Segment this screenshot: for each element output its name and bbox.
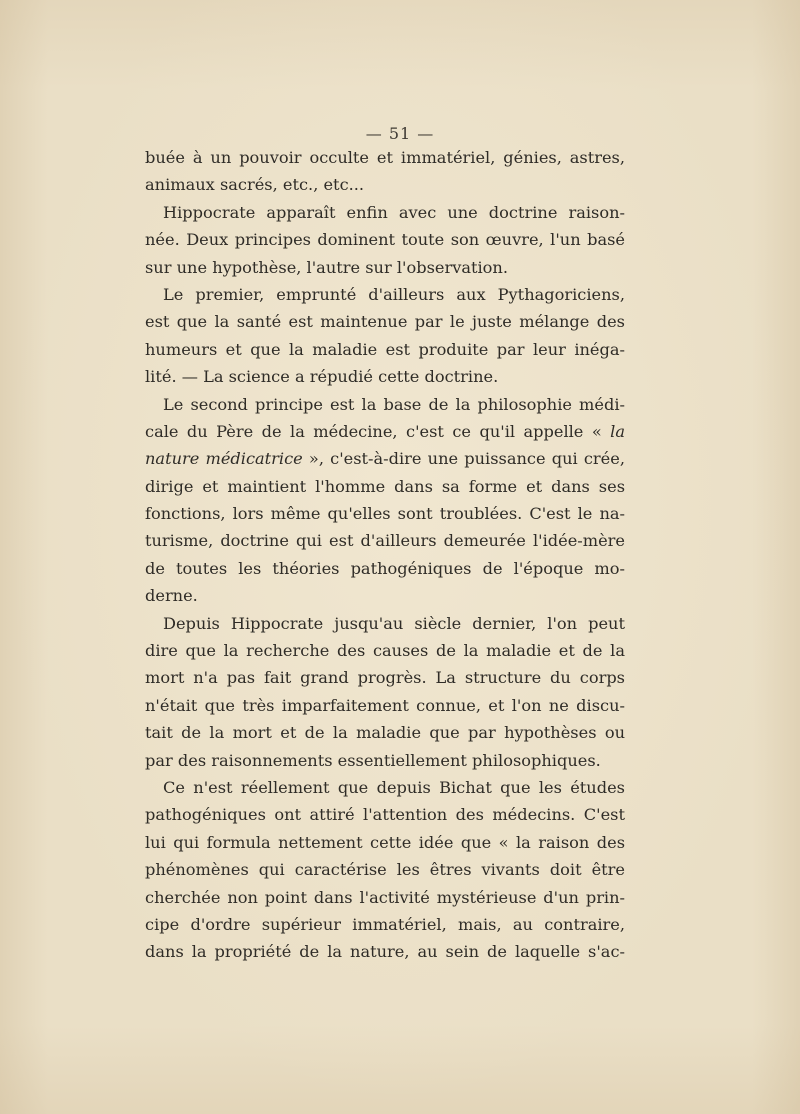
- text-line-content: dirige et maintient l'homme dans sa forme et dans ses: [145, 476, 625, 496]
- text-line: [145, 308, 625, 335]
- body-text: [145, 144, 625, 966]
- text-line-content: derne.: [145, 586, 198, 606]
- text-line-content: dire que la recherche des causes de la maladie et de la: [145, 641, 625, 661]
- text-line: [145, 199, 625, 226]
- text-line: [145, 445, 625, 472]
- text-line-content: lité. — La science a répudié cette doctrine.: [145, 367, 499, 387]
- text-line-content: phénomènes qui caractérise les êtres vivants doit être: [145, 860, 625, 880]
- italic-phrase: la: [610, 421, 625, 441]
- text-line: [145, 418, 625, 445]
- text-line-content: buée à un pouvoir occulte et immatériel, génies, astres,: [145, 148, 625, 167]
- text-line: [145, 884, 625, 911]
- text-line-content: sur une hypothèse, l'autre sur l'observation.: [145, 257, 509, 277]
- text-line: [145, 144, 625, 171]
- text-line-content: née. Deux principes dominent toute son œuvre, l'un basé: [145, 230, 625, 250]
- text-line-content: Hippocrate apparaît enfin avec une doctrine raison-: [163, 202, 625, 222]
- text-line-continuation: », c'est-à-dire une puissance qui crée,: [302, 449, 625, 469]
- text-line: [145, 527, 625, 554]
- text-line: [145, 911, 625, 938]
- text-line: [145, 391, 625, 418]
- text-line: [145, 555, 625, 582]
- text-line: [145, 473, 625, 500]
- text-line: [145, 171, 625, 198]
- text-line-content: mort n'a pas fait grand progrès. La structure du corps: [145, 668, 625, 688]
- text-line-content: fonctions, lors même qu'elles sont troublées. C'est le na-: [145, 504, 625, 524]
- text-line: [145, 719, 625, 746]
- text-line: [145, 336, 625, 363]
- text-line-content: turisme, doctrine qui est d'ailleurs demeurée l'idée-mère: [145, 531, 625, 551]
- text-line-content: Le premier, emprunté d'ailleurs aux Pythagoriciens,: [163, 284, 625, 304]
- text-line-content: lui qui formula nettement cette idée que « la raison des: [145, 832, 625, 852]
- text-line: [145, 363, 625, 390]
- text-line-content: dans la propriété de la nature, au sein de laquelle s'ac-: [145, 942, 625, 962]
- text-line-content: Ce n'est réellement que depuis Bichat que les études: [163, 777, 625, 797]
- text-line: [145, 281, 625, 308]
- text-line: [145, 500, 625, 527]
- text-line: [145, 747, 625, 774]
- text-line-content: Depuis Hippocrate jusqu'au siècle dernier, l'on peut: [163, 613, 625, 633]
- text-line: [145, 226, 625, 253]
- text-line: [145, 692, 625, 719]
- page-number: — 51 —: [365, 124, 435, 143]
- text-line-content: par des raisonnements essentiellement philosophiques.: [145, 750, 601, 770]
- text-line-content: animaux sacrés, etc., etc...: [145, 175, 365, 195]
- text-line-content: n'était que très imparfaitement connue, et l'on ne discu-: [145, 695, 625, 715]
- text-line-content: Le second principe est la base de la philosophie médi-: [163, 394, 625, 414]
- text-line: [145, 254, 625, 281]
- text-line-content: cipe d'ordre supérieur immatériel, mais, au contraire,: [145, 914, 625, 934]
- text-line: [145, 856, 625, 883]
- text-line: [145, 610, 625, 637]
- text-line-content: tait de la mort et de la maladie que par hypothèses ou: [145, 723, 625, 743]
- text-line: [145, 664, 625, 691]
- text-line: [145, 829, 625, 856]
- text-line: [145, 637, 625, 664]
- text-line: [145, 938, 625, 965]
- text-line-content: de toutes les théories pathogéniques de l'époque mo-: [145, 558, 625, 578]
- text-line: [145, 582, 625, 609]
- text-line-content: humeurs et que la maladie est produite par leur inéga-: [145, 339, 625, 359]
- text-line-content: cale du Père de la médecine, c'est ce qu'il appelle «: [145, 421, 611, 441]
- text-line-content: pathogéniques ont attiré l'attention des médecins. C'est: [145, 805, 625, 825]
- text-line-content: est que la santé est maintenue par le juste mélange des: [145, 312, 625, 332]
- italic-phrase: nature médicatrice: [145, 449, 303, 469]
- text-line: [145, 774, 625, 801]
- text-line-content: cherchée non point dans l'activité mystérieuse d'un prin-: [145, 887, 625, 907]
- text-line: [145, 801, 625, 828]
